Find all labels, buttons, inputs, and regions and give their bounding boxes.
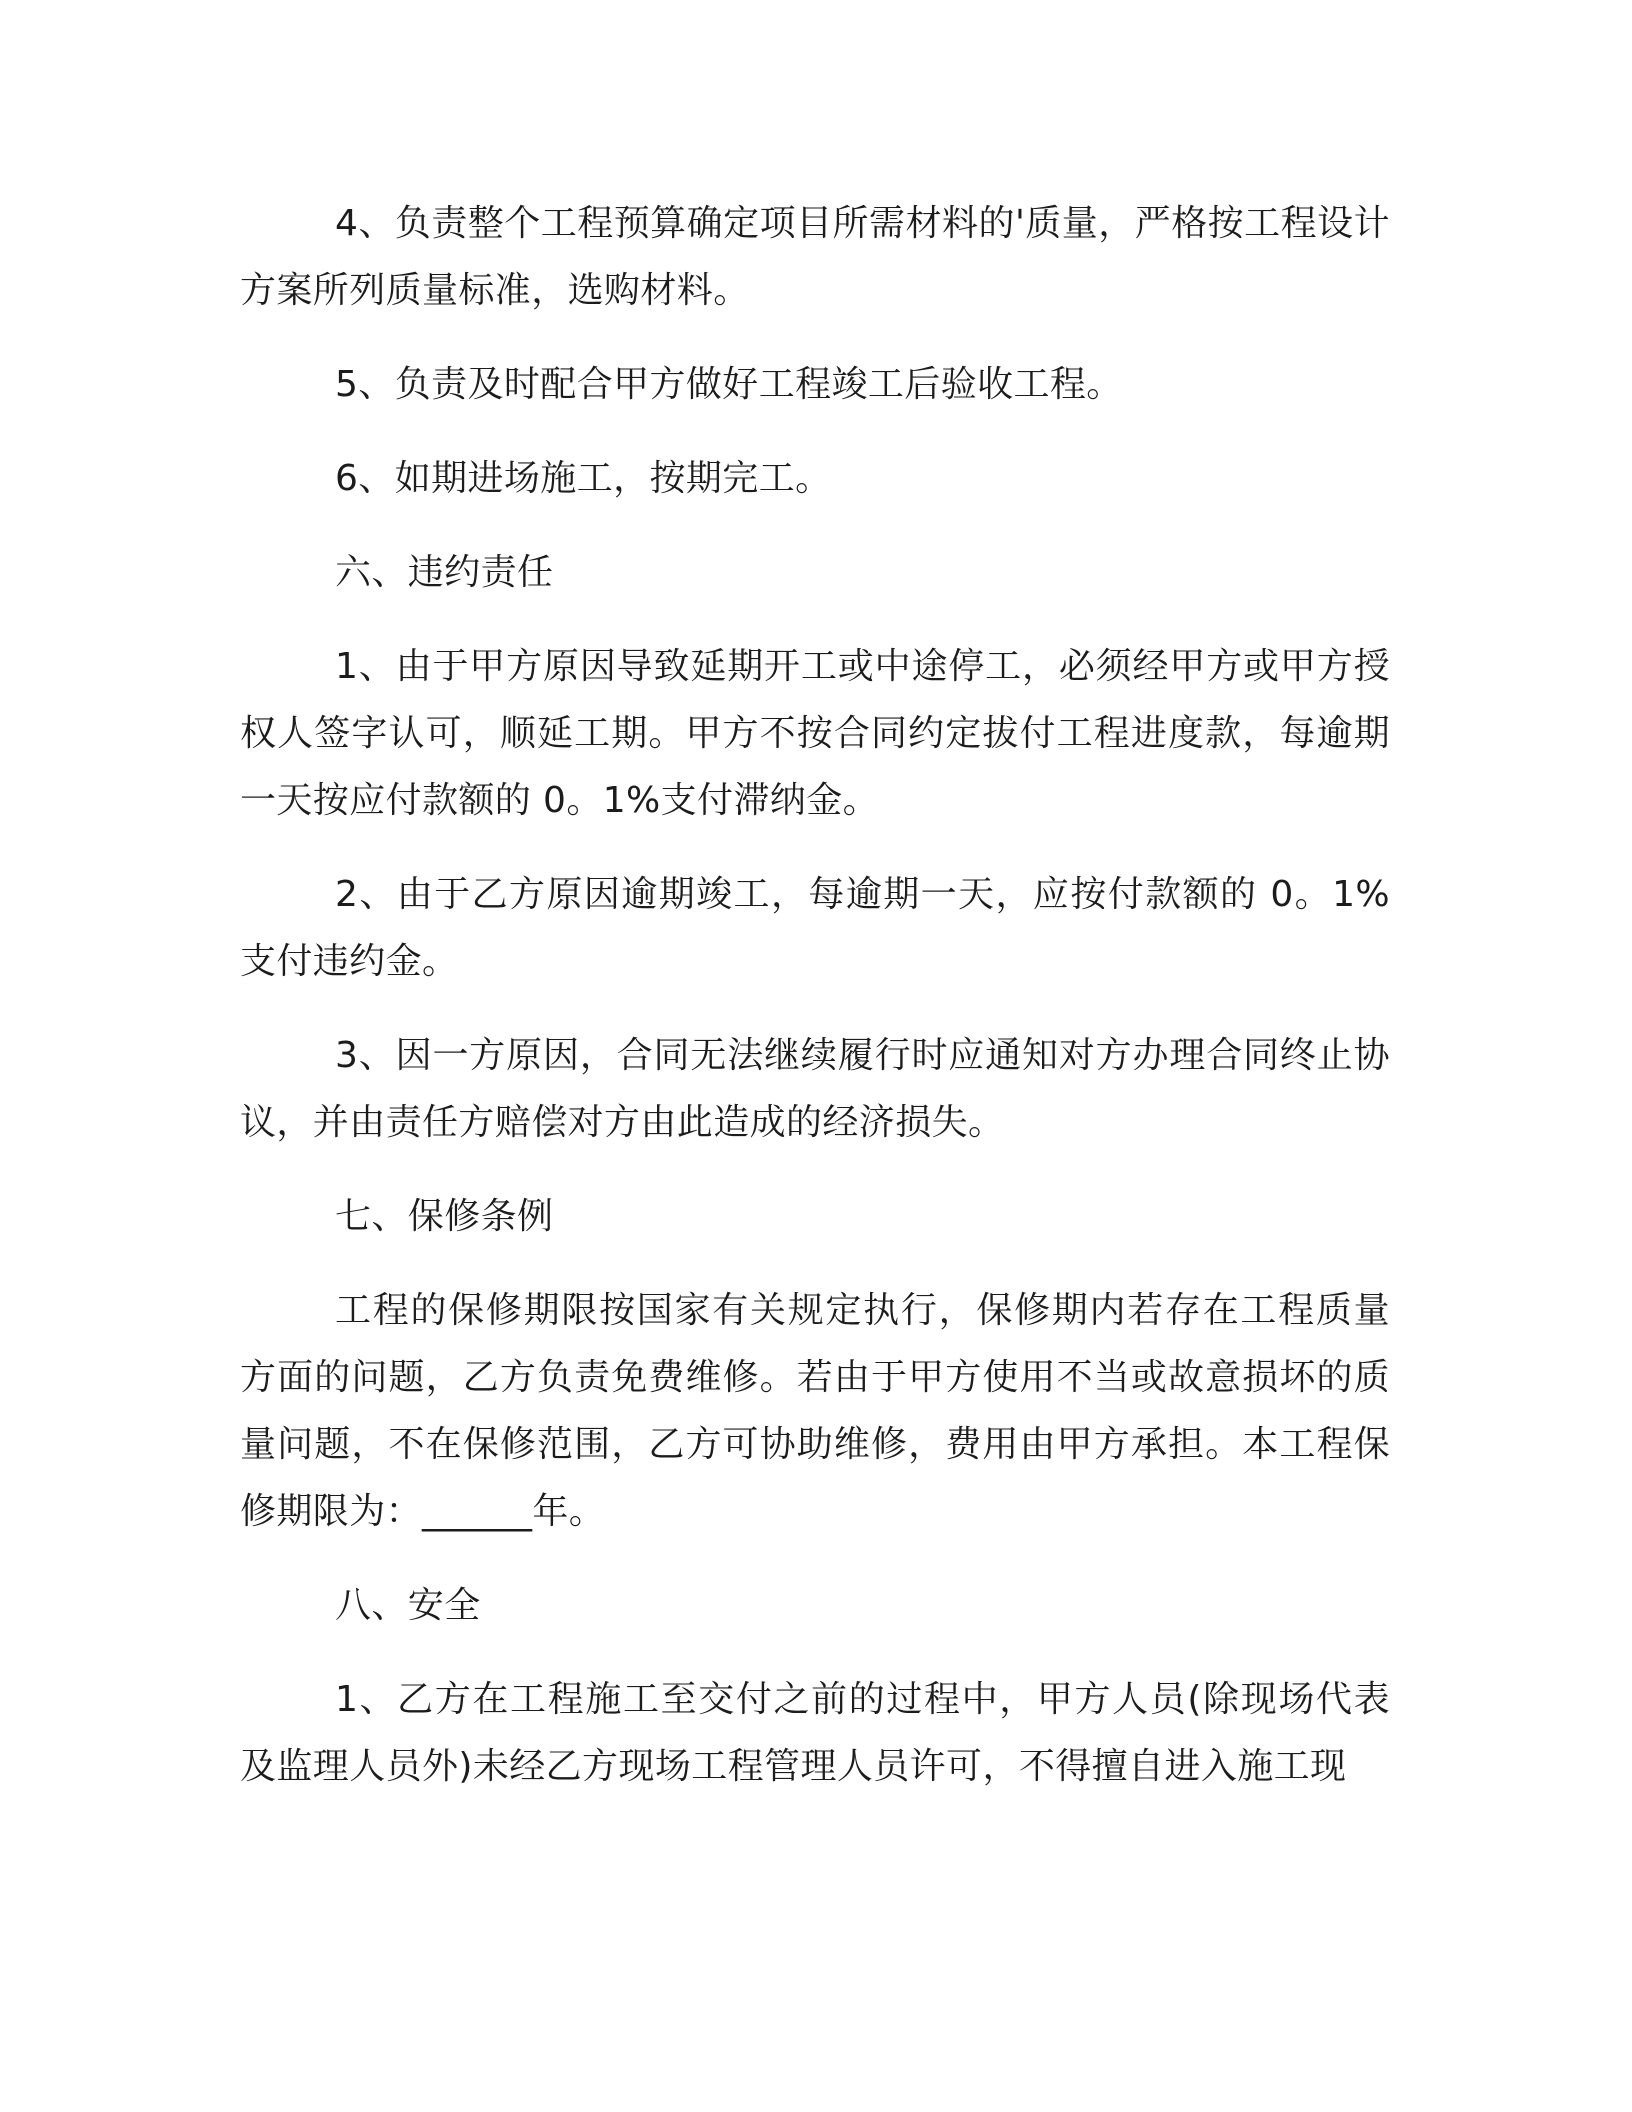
warranty-paragraph: 工程的保修期限按国家有关规定执行，保修期内若存在工程质量方面的问题，乙方负责免费维修。若由于甲方使用不当或故意损坏的质量问题，不在保修范围，乙方可协助维修，费用由甲方承担。本工程保修期限为：______年。: [240, 1290, 1390, 1532]
section-heading-warranty: 七、保修条例: [335, 1196, 554, 1237]
clause-5-acceptance: 5、负责及时配合甲方做好工程竣工后验收工程。: [335, 364, 1123, 405]
breach-clause-1: 1、由于甲方原因导致延期开工或中途停工，必须经甲方或甲方授权人签字认可，顺延工期。甲方不按合同约定拔付工程进度款，每逾期一天按应付款额的 0。1%支付滞纳金。: [240, 646, 1390, 821]
clause-6-schedule: 6、如期进场施工，按期完工。: [335, 458, 832, 499]
document-page: [240, 190, 1390, 1827]
breach-clause-3: 3、因一方原因，合同无法继续履行时应通知对方办理合同终止协议，并由责任方赔偿对方由此造成的经济损失。: [240, 1035, 1390, 1143]
clause-4-materials-quality: 4、负责整个工程预算确定项目所需材料的'质量，严格按工程设计方案所列质量标准，选购材料。: [240, 203, 1390, 311]
safety-clause-1: 1、乙方在工程施工至交付之前的过程中，甲方人员(除现场代表及监理人员外)未经乙方现场工程管理人员许可，不得擅自进入施工现: [240, 1679, 1390, 1787]
breach-clause-2: 2、由于乙方原因逾期竣工，每逾期一天，应按付款额的 0。1%支付违约金。: [240, 874, 1390, 982]
section-heading-safety: 八、安全: [335, 1585, 481, 1626]
section-heading-breach-liability: 六、违约责任: [335, 552, 554, 593]
